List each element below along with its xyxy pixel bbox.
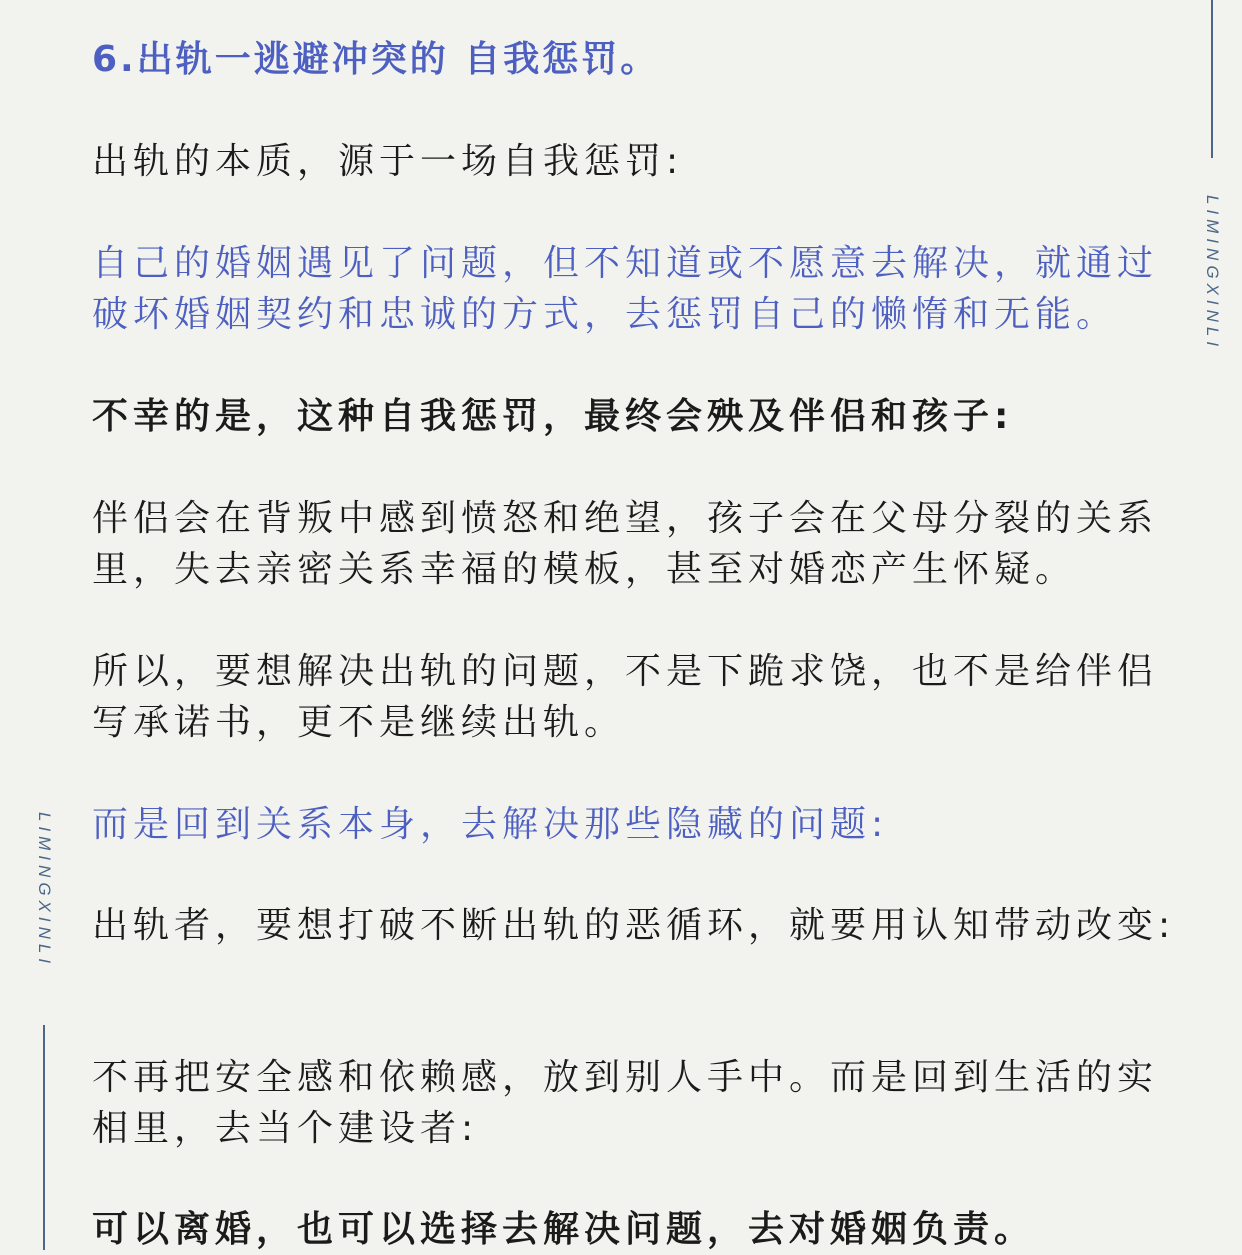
left-divider-line bbox=[43, 1025, 45, 1250]
paragraph-2-highlight: 自己的婚姻遇见了问题，但不知道或不愿意去解决，就通过破坏婚姻契约和忠诚的方式，去惩罚自己的懒惰和无能。 bbox=[92, 243, 1159, 335]
paragraph-6-highlight: 而是回到关系本身，去解决那些隐藏的问题: bbox=[92, 804, 889, 845]
paragraph-4: 伴侣会在背叛中感到愤怒和绝望，孩子会在父母分裂的关系里，失去亲密关系幸福的模板，甚至对婚恋产生怀疑。 bbox=[92, 498, 1159, 590]
section-heading: 6.出轨一逃避冲突的 自我惩罚。 bbox=[92, 39, 660, 80]
paragraph-5: 所以，要想解决出轨的问题，不是下跪求饶，也不是给伴侣写承诺书，更不是继续出轨。 bbox=[92, 651, 1159, 743]
left-watermark: LIMINGXINLI bbox=[35, 812, 54, 969]
right-divider-line bbox=[1211, 0, 1213, 158]
paragraph-8: 不再把安全感和依赖感，放到别人手中。而是回到生活的实相里，去当个建设者: bbox=[92, 1057, 1159, 1149]
paragraph-1: 出轨的本质，源于一场自我惩罚: bbox=[92, 141, 684, 182]
paragraph-7: 出轨者，要想打破不断出轨的恶循环，就要用认知带动改变: bbox=[92, 905, 1176, 946]
paragraph-9: 可以离婚，也可以选择去解决问题，去对婚姻负责。 bbox=[92, 1209, 1036, 1250]
paragraph-3: 不幸的是，这种自我惩罚，最终会殃及伴侣和孩子: bbox=[92, 396, 1014, 437]
right-watermark: LIMINGXINLI bbox=[1203, 195, 1222, 352]
